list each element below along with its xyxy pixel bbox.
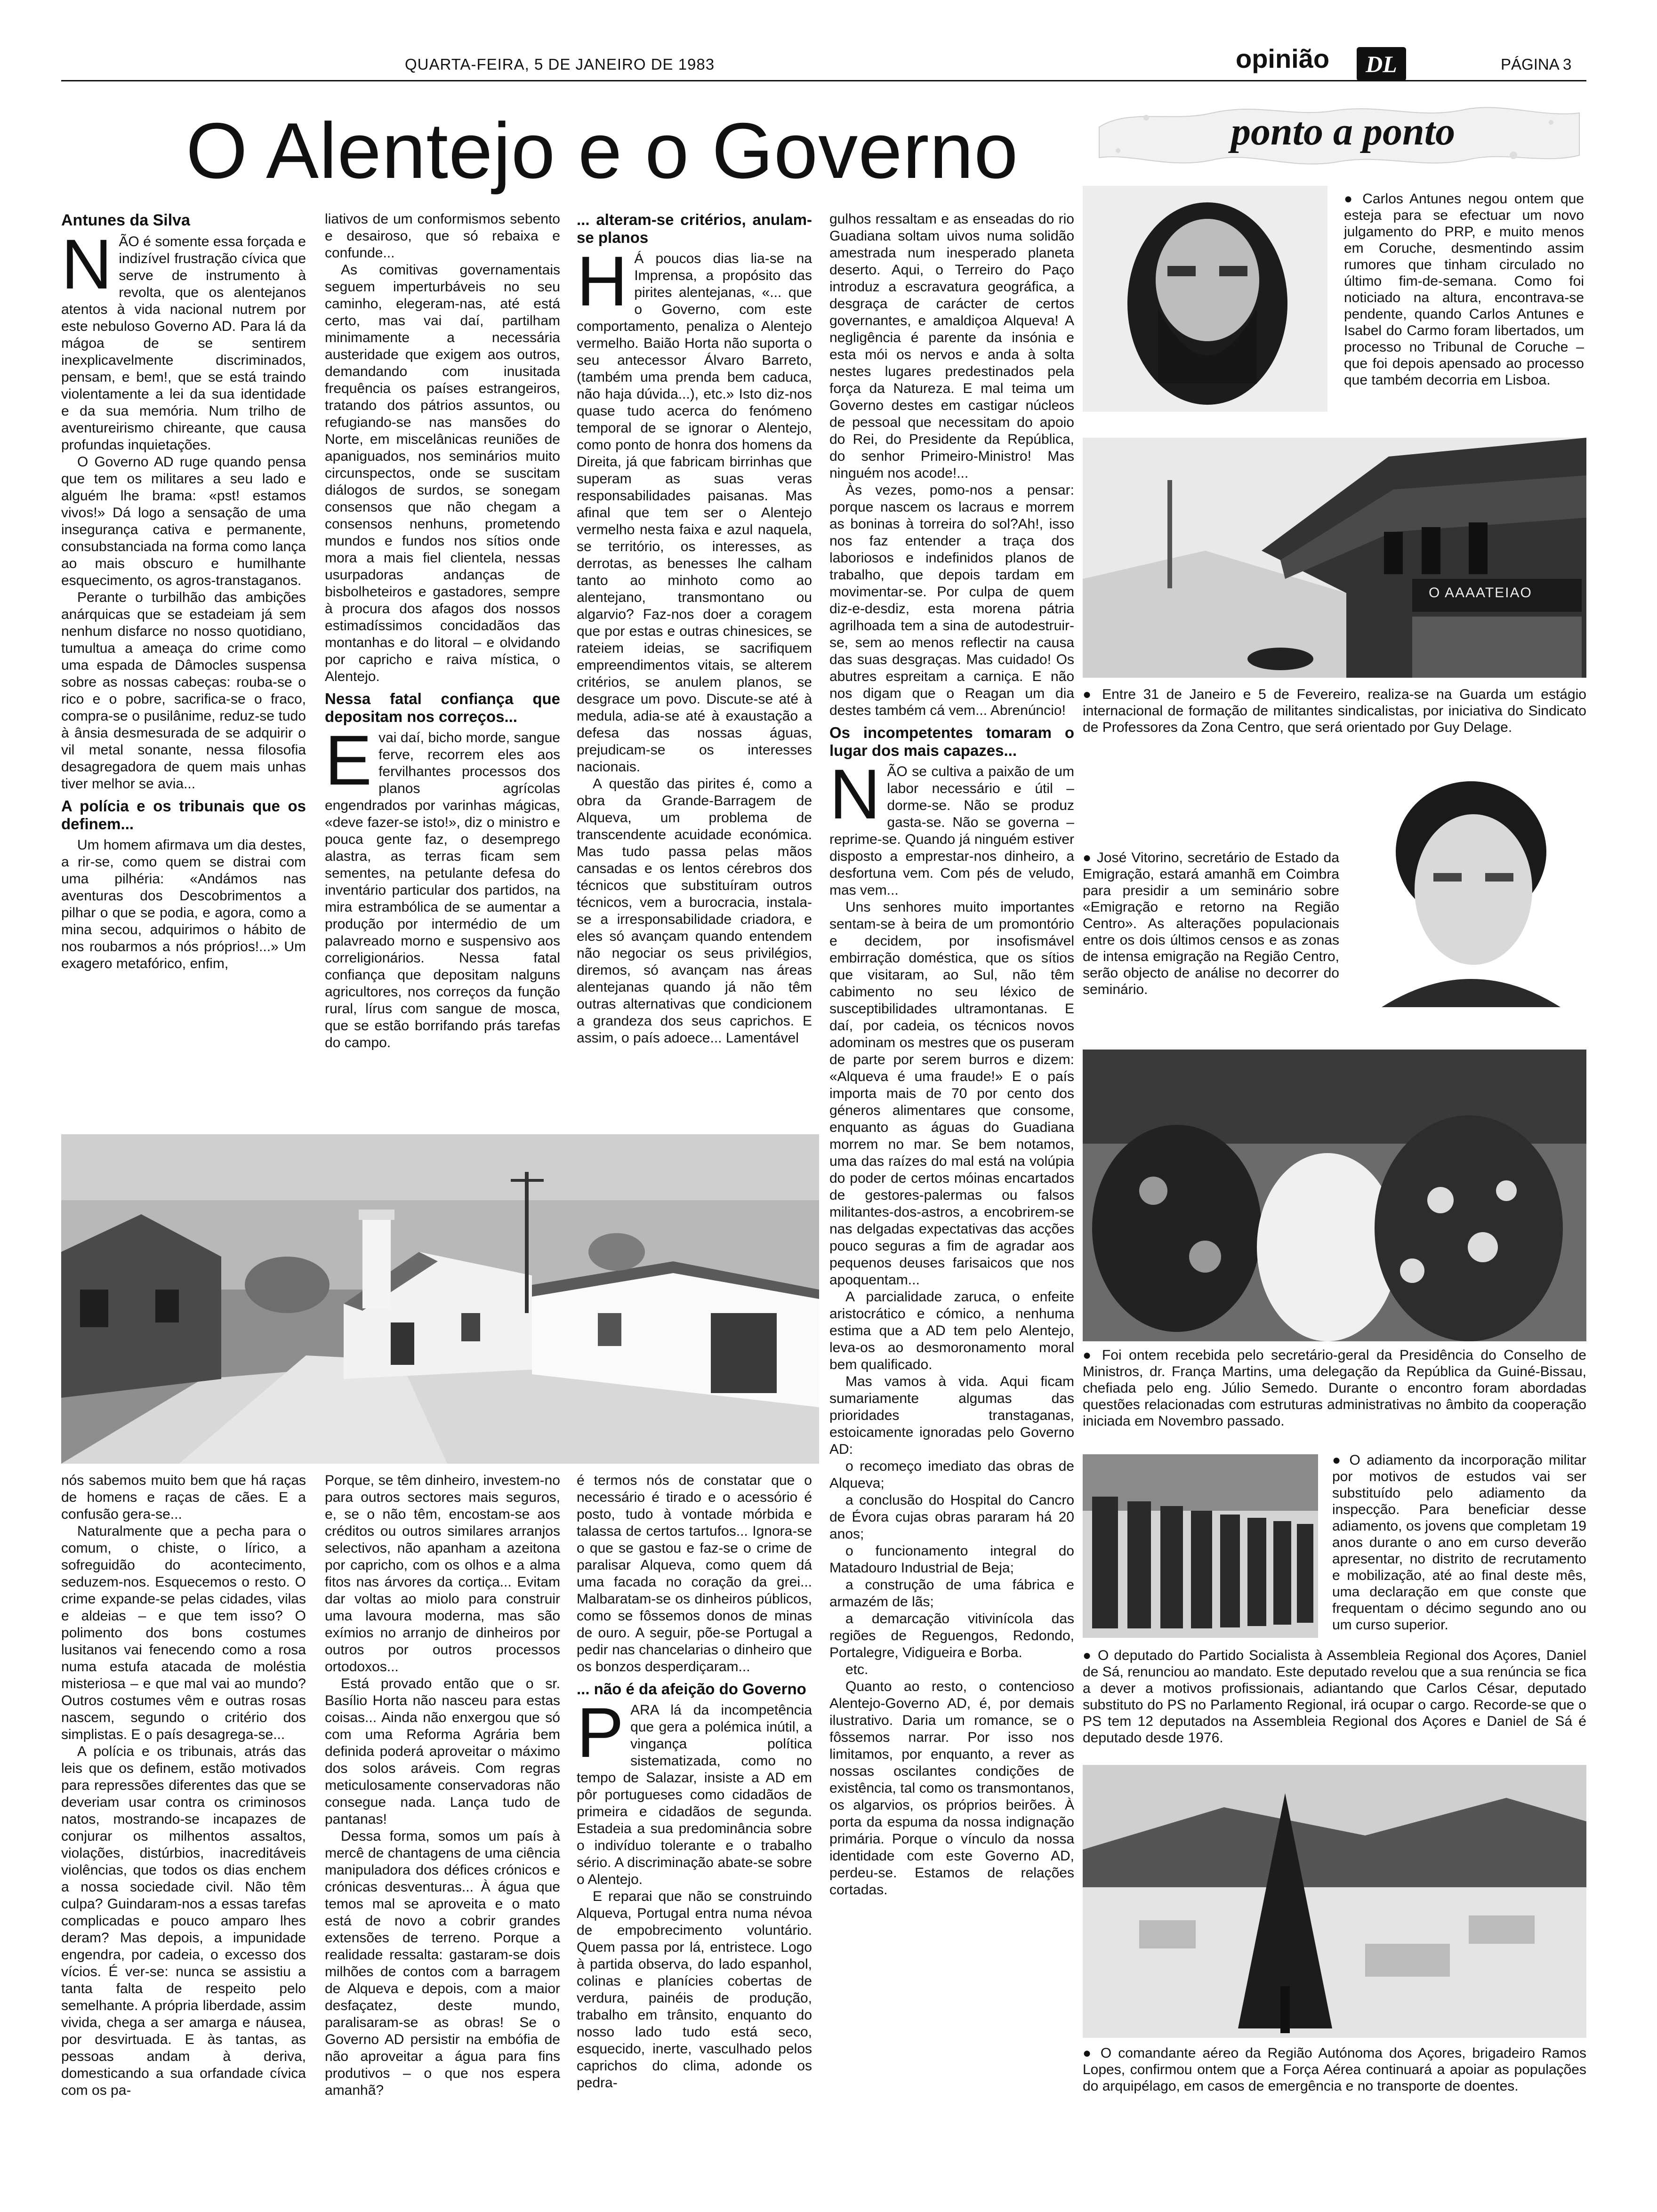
drop-cap: P [577, 1693, 624, 1772]
masthead-rule [61, 80, 1586, 81]
article-headline: O Alentejo e o Governo [186, 106, 1019, 195]
list-item: a construção de uma fábrica e armazém de lãs; [829, 1577, 1074, 1610]
soldiers-illustration [1083, 1454, 1318, 1638]
crowd-illustration [1083, 1050, 1586, 1341]
news-item-jose-vitorino: ● José Vitorino, secretário de Estado da Emigração, estará amanhã em Coimbra para presidir a um seminário sobre «Emigração e retorno na Região Centro». As alterações populacionais entre os dois últimos censos e as zonas de intensa emigração na Região Centro, serão objecto de análise no decorrer do seminário. [1083, 850, 1339, 997]
news-item-guine-bissau: ● Foi ontem recebida pelo secretário-geral da Presidência do Conselho de Ministros, dr. França Martins, uma delegação da República da Guiné-Bissau, chefiada pelo eng. Júlio Semedo. Durante o encontro foram abordadas questões relacionadas com estruturas administrativas no âmbito da cooperação iniciada em Novembro passado. [1083, 1347, 1586, 1429]
paragraph: Perante o turbilhão das ambições anárquicas que se estadeiam já sem nenhum disfarce no nosso quotidiano, tumultua a ameaça do crime como uma espada de Dâmocles suspensa sobre as nossas cabeças: rouba-se o rico e o pobre, sacrifica-se o fraco, compra-se o pusilânime, reduz-se tudo à ânsia desmesurada de se adquirir o vil metal sonante, nessa filosofia desagregadora de quem mais unhas tiver melhor se avia... [61, 590, 306, 792]
paragraph: ARA lá da incompetência que gera a polémica inútil, a vingança política sistematizada, como no tempo de Salazar, insiste a AD em pôr portugueses como cidadãos de primeira e cidadãos de segunda. Estadeia a sua predominância sobre o indivíduo tolerante e o trabalho sério. A discriminação abate-se sobre o Alentejo. [577, 1702, 812, 1887]
newspaper-logo [1357, 47, 1406, 81]
masthead [0, 0, 1657, 85]
bullet-icon: ● [1344, 191, 1363, 207]
bullet-icon: ● [1083, 850, 1097, 866]
portrait-illustration [1083, 186, 1327, 412]
main-photo-village-street [61, 1134, 819, 1464]
article-byline: Antunes da Silva [61, 211, 190, 229]
paragraph: E reparai que não se construindo Alqueva, Portugal entra numa névoa de empobrecimento voluntário. Quem passa por lá, entristece. Logo à partida observa, do lado espanhol, colinas e planícies cobertas de verdura, painéis de produção, trabalho em trânsito, enquanto do nosso lado tudo está seco, esquecido, inerte, vasculhado pelos caprichos do clima, adonde os pedra- [577, 1889, 812, 2091]
sidebar-title-banner [1090, 99, 1586, 169]
bullet-icon: ● [1332, 1452, 1350, 1468]
street-illustration [1083, 438, 1586, 678]
subheading: ... alteram-se critérios, anulam-se planos [577, 211, 812, 246]
village-street-illustration [61, 1134, 819, 1464]
news-item-carlos-antunes: ● Carlos Antunes negou ontem que esteja para se efectuar um novo julgamento do PRP, e muito menos em Coruche, desmentindo assim rumores que tinham circulado no último fim-de-semana. Como foi noticiado na altura, encontrava-se pendente, quando Carlos Antunes e Isabel do Carmo foram libertados, um processo no Tribunal de Coruche – que foi depois apensado ao processo que também decorria em Lisboa. [1344, 191, 1584, 388]
paragraph: Uns senhores muito importantes sentam-se à beira de um promontório e decidem, por insofismável embirração doméstica, que os sítios que visitaram, ao Sul, não têm cabimento no seu léxico de susceptibilidades ultramontanas. E daí, por cadeia, os técnicos novos adominam os mestres que os puseram de parte por serem burros e dizem: «Alqueva é uma fraude!» E o país importa mais de 70 por cento dos géneros alimentares que consome, enquanto as águas do Guadiana morrem no mar. Se bem notamos, uma das raízes do mal está na volúpia do poder de certos móinas encartados de gestores-palermas ou falsos militantes-dos-astros, a encobrirem-se nas delgadas expectativas das acções pouco seguras a fim de agradar aos pequenos deuses farisaicos que nos apoquentam... [829, 899, 1074, 1288]
subheading: A polícia e os tribunais que os definem... [61, 797, 306, 833]
paragraph: é termos nós de constatar que o necessário é tirado e o acessório é posto, tudo à vontade mórbida e talassa de certos tartufos... Ignora-se o que se gastou e faz-se o crime de paralisar Alqueva, como quem dá uma facada no coração da grei... Malbaratam-se os dinheiros públicos, como se fôssemos donos de minas de ouro. A seguir, põe-se Portugal a pedir nas chancelarias o dinheiro que os bonzos desperdiçaram... [577, 1473, 812, 1675]
drop-cap: E [325, 721, 372, 800]
article-column-3 [577, 211, 812, 1114]
portrait-illustration [1353, 772, 1586, 1007]
photo-azores-landscape [1083, 1765, 1586, 2038]
landscape-illustration [1083, 1765, 1586, 2038]
paragraph: Porque, se têm dinheiro, investem-no para outros sectores mais seguros, e, se o não têm, encostam-se aos créditos ou outros similares arranjos selectivos, não apanham a azeitona por capricho, com os olhos e a alma fitos nas árvores da cortiça... Evitam dar voltas ao miolo para construir uma lavoura moderna, mas são exímios no arranjo de dinheiros por outros por outros processos ortodoxos... [325, 1473, 560, 1675]
paragraph: A parcialidade zaruca, o enfeite aristocrático e cómico, a nenhuma estima que a AD tem pelo Alentejo, leva-os ao desmoronamento moral bem qualificado. [829, 1289, 1074, 1372]
sidebar-title: ponto a ponto [1231, 110, 1456, 153]
subheading: ... não é da afeição do Governo [577, 1680, 806, 1698]
paragraph: ÃO se cultiva a paixão de um labor necessário e útil – dorme-se. Não se produz gasta-se. Não se governa – reprime-se. Quando já ninguém estiver disposto a emprestar-nos dinheiro, a desfortuna vem. Com pés de veludo, mas vem... [829, 764, 1074, 898]
drop-cap: N [61, 224, 113, 304]
article-column-4 [829, 211, 1074, 2155]
paragraph: gulhos ressaltam e as enseadas do rio Guadiana soltam uivos numa solidão amestrada num inesperado planeta deserto. Aqui, o Terreiro do Paço introduz a escravatura geográfica, a desgraça de carácter de certos governantes, e amaldiçoa Alqueva! A negligência é parente da insónia e esta mói os nervos e anda à solta nestes lugares predestinados pela força da Natureza. E mal teima um Governo destes em castigar núcleos de pessoal que necessitam do apoio do Rei, do Presidente da República, do senhor Primeiro-Ministro! Mas ninguém nos acode!... [829, 211, 1074, 481]
page-number: PÁGINA 3 [1501, 56, 1572, 73]
list-item: etc. [845, 1662, 869, 1677]
masthead-date: QUARTA-FEIRA, 5 DE JANEIRO DE 1983 [405, 56, 715, 73]
subheading: Nessa fatal confiança que depositam nos correços... [325, 690, 560, 725]
paragraph: liativos de um conformismos sebento e desairoso, que só rebaixa e confunde... [325, 211, 560, 261]
paragraph: nós sabemos muito bem que há raças de homens e raças de cães. E a confusão gera-se... [61, 1473, 306, 1522]
news-item-acores-comandante: ● O comandante aéreo da Região Autónoma dos Açores, brigadeiro Ramos Lopes, confirmou ontem que a Força Aérea continuará a apoiar as populações do arquipélago, em casos de emergência e no transporte de doentes. [1083, 2045, 1586, 2094]
article-column-1 [61, 211, 306, 1114]
article-column-bottom-1 [61, 1472, 306, 2164]
bullet-icon: ● [1083, 687, 1102, 702]
photo-delegation-crowd [1083, 1050, 1586, 1341]
list-item: o recomeço imediato das obras de Alqueva; [829, 1459, 1074, 1491]
paragraph: Á poucos dias lia-se na Imprensa, a propósito das pirites alentejanas, «... que o Governo, com este comportamento, penaliza o Alentejo vermelho. Baião Horta não suporta o seu antecessor Álvaro Barreto, (também uma prenda bem caduca, não haja dúvida...), etc.» Isto diz-nos quase tudo acerca do fenómeno temporal de se ignorar o Alentejo, como ponto de honra dos homens da Direita, já que fabricam birrinhas que superam as suas veras responsabilidades paisanas. Mas afinal que tem ser o Alentejo vermelho nesta faixa e azul naquela, se território, os interesses, as derrotas, as benesses lhe calham tanto ao minhoto como ao alentejano, transmontano ou algarvio? Faz-nos doer a coragem que por estas e outras chinesices, se rateiem ideias, se sacrifiquem empreendimentos vitais, se alterem critérios, se anulem planos, se desgrace um povo. Discute-se até à medula, adia-se até à exaustação a defesa das nossas águas, prejudicam-se os interesses nacionais. [577, 251, 812, 775]
news-item-incorporacao: ● O adiamento da incorporação militar por motivos de estudos vai ser substituído pelo adiamento da inspecção. Para beneficiar desse adiamento, os jovens que completam 19 anos durante o ano em curso deverão apresentar, no distrito de recrutamento e mobilização, até ao final deste mês, uma declaração em que conste que frequentam o décimo segundo ano ou um curso superior. [1332, 1452, 1586, 1633]
paragraph: Dessa forma, somos um país à mercê de chantagens de uma ciência manipuladora dos défices crónicos e crónicas desventuras... À água que temos mal se aproveita e o mato está de novo a cobrir grandes extensões de terreno. Porque a realidade ressalta: gastaram-se dois milhões de contos com a barragem de Alqueva e depois, com a maior desfaçatez, deste mundo, paralisaram-se as obras! Se o Governo AD persistir na embófia de não aproveitar a água para fins produtivos – o que nos espera amanhã? [325, 1828, 560, 2098]
article-column-bottom-3 [577, 1472, 812, 2164]
bullet-icon: ● [1083, 1648, 1098, 1663]
paragraph: Um homem afirmava um dia destes, a rir-se, como quem se distrai com uma pilhéria: «Andámos nas aventuras dos Descobrimentos a pilhar o que se podia, e agora, como a mina secou, adquirimos o hábito de nos roubarmos a nós próprios!...» Um exagero metafórico, enfim, [61, 837, 306, 971]
photo-soldiers [1083, 1454, 1318, 1638]
paragraph: Às vezes, pomo-nos a pensar: porque nascem os lacraus e morrem as boninas à torreira do sol?Ah!, isso nos faz entender a traça dos laboriosos e indefinidos planos de trabalho, que depois tardam em movimentar-se. Por culpa de quem diz-e-desdiz, esta morena pátria agrilhoada tem a sina de autodestruir-se, sem ao menos reflectir na causa das suas desgraças. Mas cuidado! Os abutres espreitam a carniça. E não nos digam que o Reagan um dia destes também cá vem... Abrenúncio! [829, 482, 1074, 718]
list-item: a conclusão do Hospital do Cancro de Évora cujas obras pararam há 20 anos; [829, 1492, 1074, 1542]
paragraph: Quanto ao resto, o contencioso Alentejo-Governo AD, é, por demais ilustrativo. Daria um romance, se o fôssemos narrar. Por isso nos limitamos, por enquanto, a rever as nossas oscilantes condições de existência, tal como os transmontanos, os algarvios, os próprios beirões. À porta da espuma da nossa indignação primária. Porque o vínculo da nossa identidade com este Governo AD, perdeu-se. Estamos de relações cortadas. [829, 1679, 1074, 1898]
list-item: o funcionamento integral do Matadouro Industrial de Beja; [829, 1543, 1074, 1576]
paragraph: Naturalmente que a pecha para o comum, o chiste, o lírico, a sofreguidão do acontecimento, seduzem-nos. Esquecemos o resto. O crime expande-se pelas cidades, vilas e aldeias – e que tem isso? O polimento dos bons costumes lusitanos vai fenecendo como a rosa numa estufa atacada de moléstia misteriosa – e que mal vai ao mundo? Outros costumes vêm e outras rosas nascem, segundo o critério dos simplistas. E o país desagrega-se... [61, 1523, 306, 1742]
news-item-acores-deputado: ● O deputado do Partido Socialista à Assembleia Regional dos Açores, Daniel de Sá, renunciou ao mandato. Este deputado revelou que a sua renúncia se fica a dever a motivos profissionais, adiantando que Carlos César, deputado substituto do PS no Parlamento Regional, irá ocupar o cargo. Recorde-se que o PS tem 12 deputados na Assembleia Regional dos Açores e Daniel de Sá é deputado desde 1976. [1083, 1648, 1586, 1746]
news-item-guarda: ● Entre 31 de Janeiro e 5 de Fevereiro, realiza-se na Guarda um estágio internacional de formação de militantes sindicalistas, por iniciativa do Sindicato de Professores da Zona Centro, que será orientado por Guy Delage. [1083, 687, 1586, 735]
photo-jose-vitorino [1353, 772, 1586, 1007]
subheading: Os incompetentes tomaram o lugar dos mais capazes... [829, 724, 1074, 759]
photo-carlos-antunes [1083, 186, 1327, 412]
paragraph: Mas vamos à vida. Aqui ficam sumariamente algumas das prioridades transtaganas, estoicamente ignoradas pelo Governo AD: [829, 1374, 1074, 1457]
paragraph: A polícia e os tribunais, atrás das leis que os definem, estão motivados para repressões diferentes das que se deveriam usar contra os criminosos natos, mostrando-se incapazes de conjurar os milhentos assaltos, violações, distúrbios, inacreditáveis violências, que todos os dias enchem a nossa sociedade civil. Não têm culpa? Guindaram-nos a essas tarefas complicadas e pouco amparo lhes deram? Mas depois, a impunidade engendra, por cadeia, o excesso dos vícios. É ver-se: nunca se assistiu a tanta falta de respeito pelo semelhante. A própria liberdade, assim vivida, chega a ser amarga e náusea, por desvirtuada. E às tantas, as pessoas andam à deriva, domesticando a sua orfandade cívica com os pa- [61, 1744, 306, 2098]
article-column-2 [325, 211, 560, 1114]
shop-sign: O AAAATEIAO [1429, 585, 1532, 601]
drop-cap: N [829, 754, 881, 834]
logo-text: DL [1366, 51, 1397, 77]
paragraph: As comitivas governamentais seguem imperturbáveis no seu caminho, elegeram-nas, até está certo, mas vai daí, partilham minimamente a necessária austeridade que exigem aos outros, demandando com inusitada frequência os países estrangeiros, tratando dos pátrios assuntos, ou refugiando-se nas mansões do Norte, em miscelânicas reuniões de apaniguados, nos seminários muito circunspectos, onde se suscitam diálogos de surdos, se sonegam consensos que não chegam a consensos nenhuns, prometendo mundos e fundos nos sítios onde mora a mais fiel clientela, nessas usurpadoras andanças de bisbolheteiros e gastadores, sempre à procura dos afagos dos nossos estimadíssimos concidadãos das montanhas e do litoral – e olvidando por capricho e raiva mística, o Alentejo. [325, 262, 560, 684]
bullet-icon: ● [1083, 1347, 1102, 1363]
paragraph: A questão das pirites é, como a obra da Grande-Barragem de Alqueva, um problema de transcendente acuidade económica. Mas tudo passa pelas mãos cansadas e os lentos cérebros dos técnicos que substituíram outros técnicos, vem a burocracia, instala-se a irresponsabilidade criadora, e eles só avançam quando entendem não negociar os seus privilégios, diremos, só avançam nas áreas alentejanas quando já não têm outras alternativas que condicionem a grandeza dos seus caprichos. E assim, o país adoece... Lamentável [577, 776, 812, 1046]
article-column-bottom-2 [325, 1472, 560, 2164]
drop-cap: H [577, 241, 628, 321]
section-label: opinião [1236, 44, 1330, 73]
bullet-icon: ● [1083, 2045, 1101, 2061]
photo-guarda-street [1083, 438, 1586, 678]
paragraph: vai daí, bicho morde, sangue ferve, recorrem eles aos fervilhantes processos dos planos agrícolas engendrados por varinhas mágicas, «deve fazer-se isto!», diz o ministro e pouca gente faz, o desemprego alastra, as terras ficam sem sementes, na petulante defesa do inventário particular dos partidos, na mira estrambólica de se aumentar a produção por intermédio de um palavreado morno e suspensivo aos correligionários. Nessa fatal confiança que depositam nalguns agricultores, nos correços da função rural, lírus com sangue de mosca, que se estão borrifando prás tarefas do campo. [325, 730, 560, 1050]
list-item: a demarcação vitivinícola das regiões de Reguengos, Redondo, Portalegre, Vidigueira e Borba. [829, 1611, 1074, 1660]
paragraph: ÃO é somente essa forçada e indizível frustração cívica que serve de instrumento à revolta, que os alentejanos atentos à vida nacional nutrem por este nebuloso Governo AD. Para lá da mágoa de se sentirem inexplicavelmente discriminados, pensam, e bem!, que se está traindo violentamente a lei da sua identidade e da sua memória. Num trilho de aventureirismo chireante, que causa profundas inquietações. [61, 234, 306, 453]
paragraph: Está provado então que o sr. Basílio Horta não nasceu para estas coisas... Ainda não enxergou que só com uma Reforma Agrária bem definida poderá aproveitar o máximo dos solos aráveis. Com regras meticulosamente conservadoras não consegue nada. Lança tudo de pantanas! [325, 1676, 560, 1827]
paragraph: O Governo AD ruge quando pensa que tem os militares a seu lado e alguém lhe brama: «pst! estamos vivos!» Dá logo a sensação de uma insegurança cativa e permanente, consubstanciada na forma como lança ao mais obscuro e humilhante esquecimento, os agros-transtaganos. [61, 454, 306, 588]
